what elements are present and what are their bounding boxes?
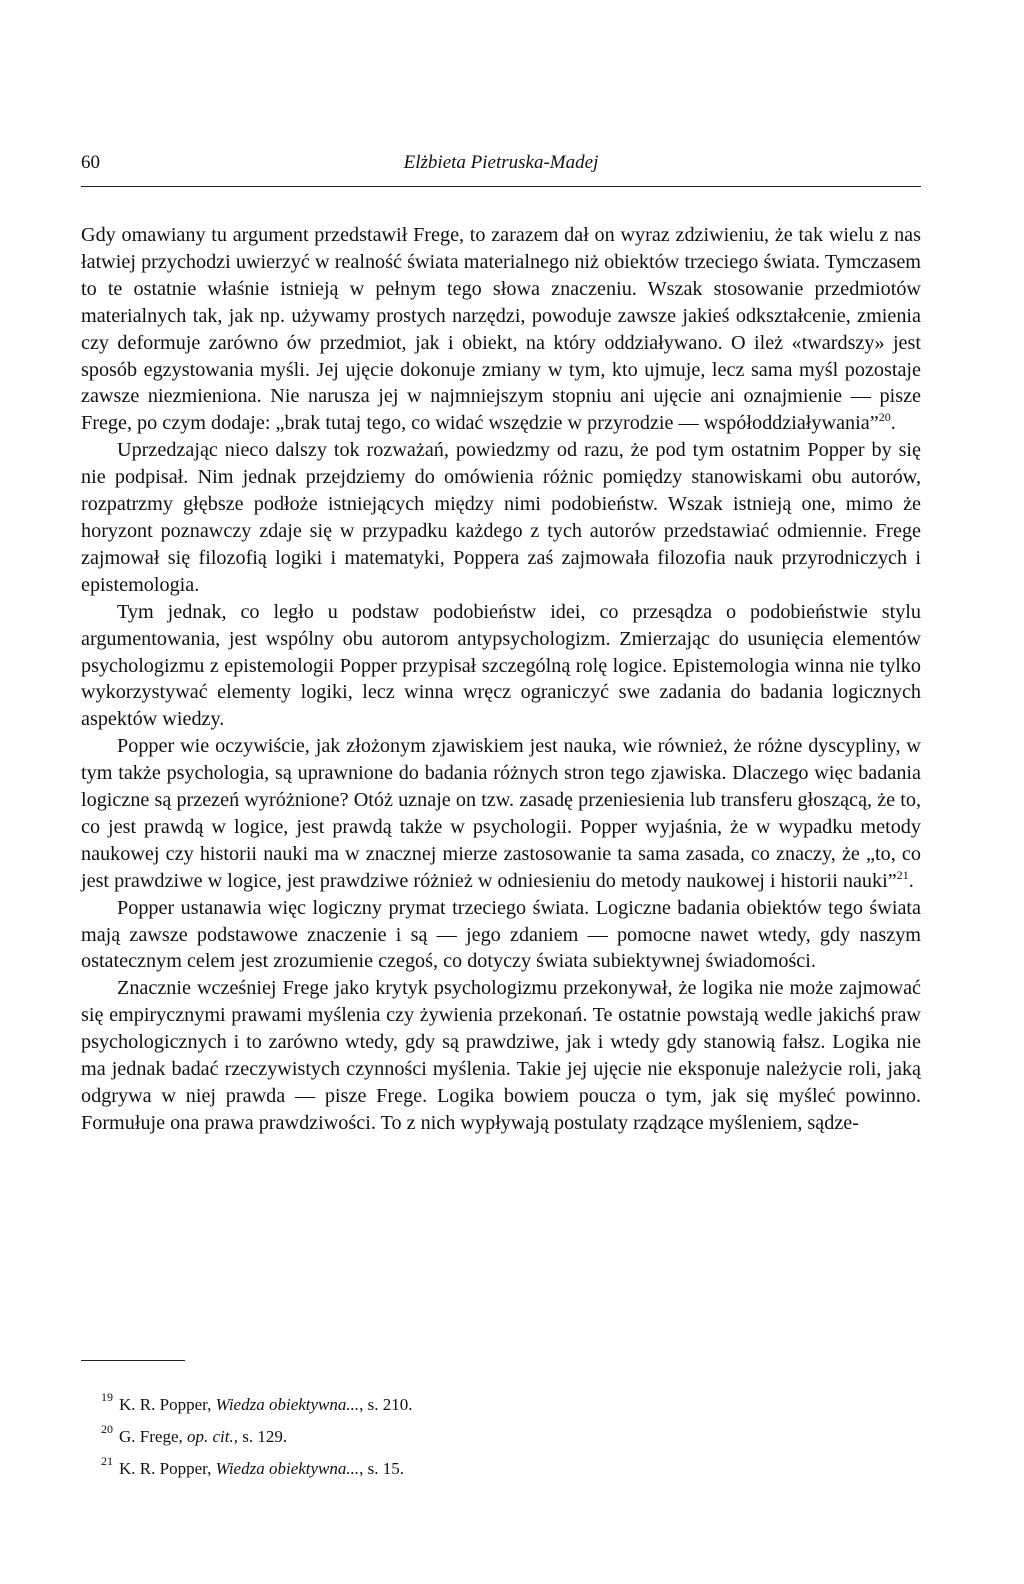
footnote-rule [81,1360,185,1361]
footnote-page: , s. 129. [233,1427,288,1446]
footnote-title: Wiedza obiektywna... [215,1395,360,1414]
footnote-title: op. cit. [186,1427,234,1446]
paragraph-text: Popper ustanawia więc logiczny prymat trzeciego świata. Logiczne badania obiektów tego świata mają zawsze podstawowe znaczenie i są — jego zdaniem — pomocne nawet wtedy, gdy naszym ostatecznym celem jest zrozumienie czegoś, co dotyczy świata subiektywnej świadomości. [81,896,921,973]
footnote-page: , s. 210. [359,1395,413,1414]
footnote [101,1417,413,1449]
page-header [81,138,921,178]
footnote [101,1449,413,1481]
footnote [101,1385,413,1417]
paragraph [81,437,921,598]
header-rule [81,186,921,187]
paragraph-text: Znacznie wcześniej Frege jako krytyk psychologizmu przekonywał, że logika nie może zajmować się empirycznymi prawami myślenia czy żywienia przekonań. Te ostatnie powstają wedle jakichś praw psychologicznych i to zarówno wtedy, gdy są prawdziwe, jak i wtedy gdy stanowią fałsz. Logika nie ma jednak badać rzeczywistych czynności myślenia. Takie jej ujęcie nie eksponuje należycie roli, jaką odgrywa w niej prawda — pisze Frege. Logika bowiem poucza o tym, jak się myśleć powinno. Formułuje ona prawa prawdziwości. To z nich wypływają postulaty rządzące myśleniem, sądze- [81,977,921,1134]
footnote-ref: 21 [896,867,909,882]
paragraph [81,599,921,734]
paragraph-text: Popper wie oczywiście, jak złożonym zjawiskiem jest nauka, wie również, że różne dyscypliny, w tym także psychologia, są uprawnione do badania różnych stron tego zjawiska. Dlaczego więc badania logiczne są przezeń wyróżnione? Otóż uznaje on tzw. zasadę przeniesienia lub transferu głoszącą, że to, co jest prawdą w logice, jest prawdą także w psychologii. Popper wyjaśnia, że w wypadku metody naukowej czy historii nauki ma w znacznej mierze zastosowanie ta sama zasada, co znaczy, że „to, co jest prawdziwe w logice, jest prawdziwe różnież w odniesieniu do metody naukowej i historii nauki” [81,735,921,892]
paragraph [81,733,921,894]
paragraph-tail: . [908,869,914,892]
page [81,138,921,1134]
footnote-number: 20 [101,1422,113,1436]
footnote-number: 21 [101,1454,113,1468]
page-number: 60 [81,152,100,173]
paragraph [81,222,921,437]
paragraph [81,975,921,1136]
footnote-author: G. Frege, [119,1427,187,1446]
footnote-number: 19 [101,1390,113,1404]
body-text [81,222,921,1137]
paragraph-tail: . [890,412,896,435]
footnotes [101,1385,413,1481]
paragraph-text: Tym jednak, co legło u podstaw podobieństw idei, co przesądza o podobieństwie stylu argumentowania, jest wspólny obu autorom antypsychologizm. Zmierzając do usunięcia elementów psychologizmu z epistemologii Popper przypisał szczególną rolę logice. Epistemologia winna nie tylko wykorzystywać elementy logiki, lecz winna wręcz ograniczyć swe zadania do badania logicznych aspektów wiedzy. [81,600,921,731]
footnote-author: K. R. Popper, [119,1395,216,1414]
footnote-ref: 20 [878,410,891,425]
paragraph [81,895,921,976]
paragraph-text: Gdy omawiany tu argument przedstawił Frege, to zarazem dał on wyraz zdziwieniu, że tak wielu z nas łatwiej przychodzi uwierzyć w realność świata materialnego niż obiektów trzeciego świata. Tymczasem to te ostatnie właśnie istnieją w pełnym tego słowa znaczeniu. Wszak stosowanie przedmiotów materialnych tak, jak np. używamy prostych narzędzi, powoduje zawsze jakieś odkształcenie, zmienia czy deformuje zarówno ów przedmiot, jak i obiekt, na który oddziaływano. O ileż «twardszy» jest sposób egzystowania myśli. Jej ujęcie dokonuje zmiany w tym, kto ujmuje, lecz sama myśl pozostaje zawsze niezmieniona. Nie narusza jej w najmniejszym stopniu ani ujęcie ani oznajmienie — pisze Frege, po czym dodaje: „brak tutaj tego, co widać wszędzie w przyrodzie — współoddziaływania” [81,224,921,435]
footnote-title: Wiedza obiektywna... [215,1459,360,1478]
footnote-page: , s. 15. [359,1459,405,1478]
footnote-author: K. R. Popper, [119,1459,216,1478]
paragraph-text: Uprzedzając nieco dalszy tok rozważań, powiedzmy od razu, że pod tym ostatnim Popper by się nie podpisał. Nim jednak przejdziemy do omówienia różnic pomiędzy stanowiskami obu autorów, rozpatrzmy głębsze podłoże istniejących między nimi podobieństw. Wszak istnieją one, mimo że horyzont poznawczy zdaje się w przypadku każdego z tych autorów przedstawiać odmiennie. Frege zajmował się filozofią logiki i matematyki, Poppera zaś zajmowała filozofia nauk przyrodniczych i epistemologia. [81,439,921,596]
running-head-author: Elżbieta Pietruska-Madej [403,152,599,173]
